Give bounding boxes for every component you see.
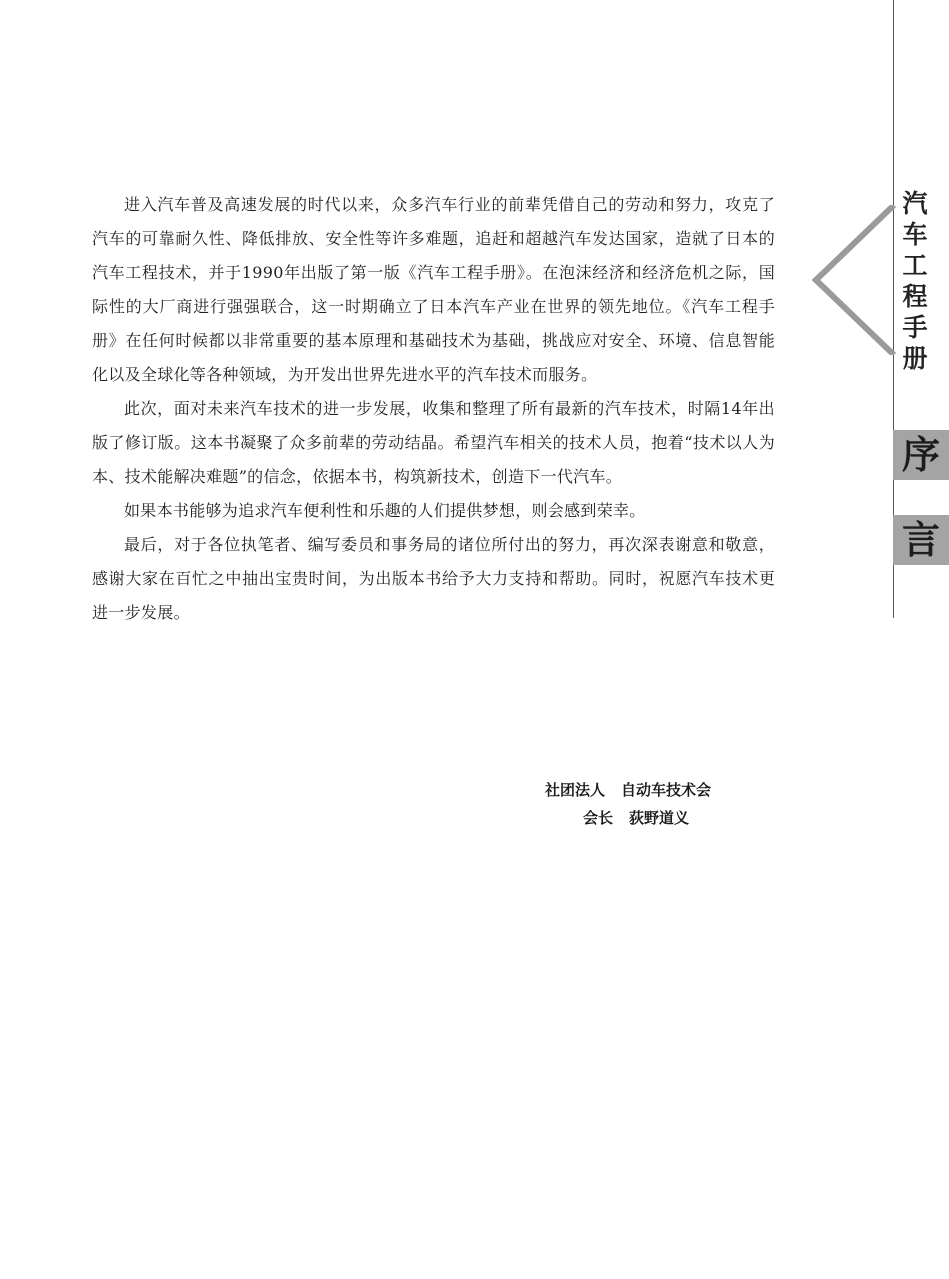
signature-person-line (545, 804, 765, 832)
signature-org-line (545, 776, 765, 804)
person-role: 会长 (583, 809, 614, 827)
section-tab-char-2: 言 (893, 515, 949, 565)
section-tab-char-1: 序 (893, 430, 949, 480)
book-title-vertical: 汽车工程手册 (902, 189, 928, 373)
org-type: 社团法人 (545, 781, 606, 799)
preface-body (92, 188, 775, 630)
paragraph: 进入汽车普及高速发展的时代以来，众多汽车行业的前辈凭借自己的劳动和努力，攻克了汽车的可靠耐久性、降低排放、安全性等许多难题，追赶和超越汽车发达国家，造就了日本的汽车工程技术，并于1990年出版了第一版《汽车工程手册》。在泡沫经济和经济危机之际，国际性的大厂商进行强强联合，这一时期确立了日本汽车产业在世界的领先地位。《汽车工程手册》在任何时候都以非常重要的基本原理和基础技术为基础，挑战应对安全、环境、信息智能化以及全球化等各种领域，为开发出世界先进水平的汽车技术而服务。 (92, 195, 775, 384)
paragraph: 如果本书能够为追求汽车便利性和乐趣的人们提供梦想，则会感到荣幸。 (124, 501, 646, 520)
paragraph: 最后，对于各位执笔者、编写委员和事务局的诸位所付出的努力，再次深表谢意和敬意，感谢大家在百忙之中抽出宝贵时间，为出版本书给予大力支持和帮助。同时，祝愿汽车技术更进一步发展。 (92, 535, 775, 622)
signature-block (545, 776, 765, 832)
chevron-left-icon (812, 205, 896, 355)
paragraph: 此次，面对未来汽车技术的进一步发展，收集和整理了所有最新的汽车技术，时隔14年出版了修订版。这本书凝聚了众多前辈的劳动结晶。希望汽车相关的技术人员，抱着“技术以人为本、技术能解决难题”的信念，依据本书，构筑新技术，创造下一代汽车。 (92, 399, 775, 486)
org-name: 自动车技术会 (621, 781, 712, 799)
person-name: 荻野道义 (629, 809, 690, 827)
